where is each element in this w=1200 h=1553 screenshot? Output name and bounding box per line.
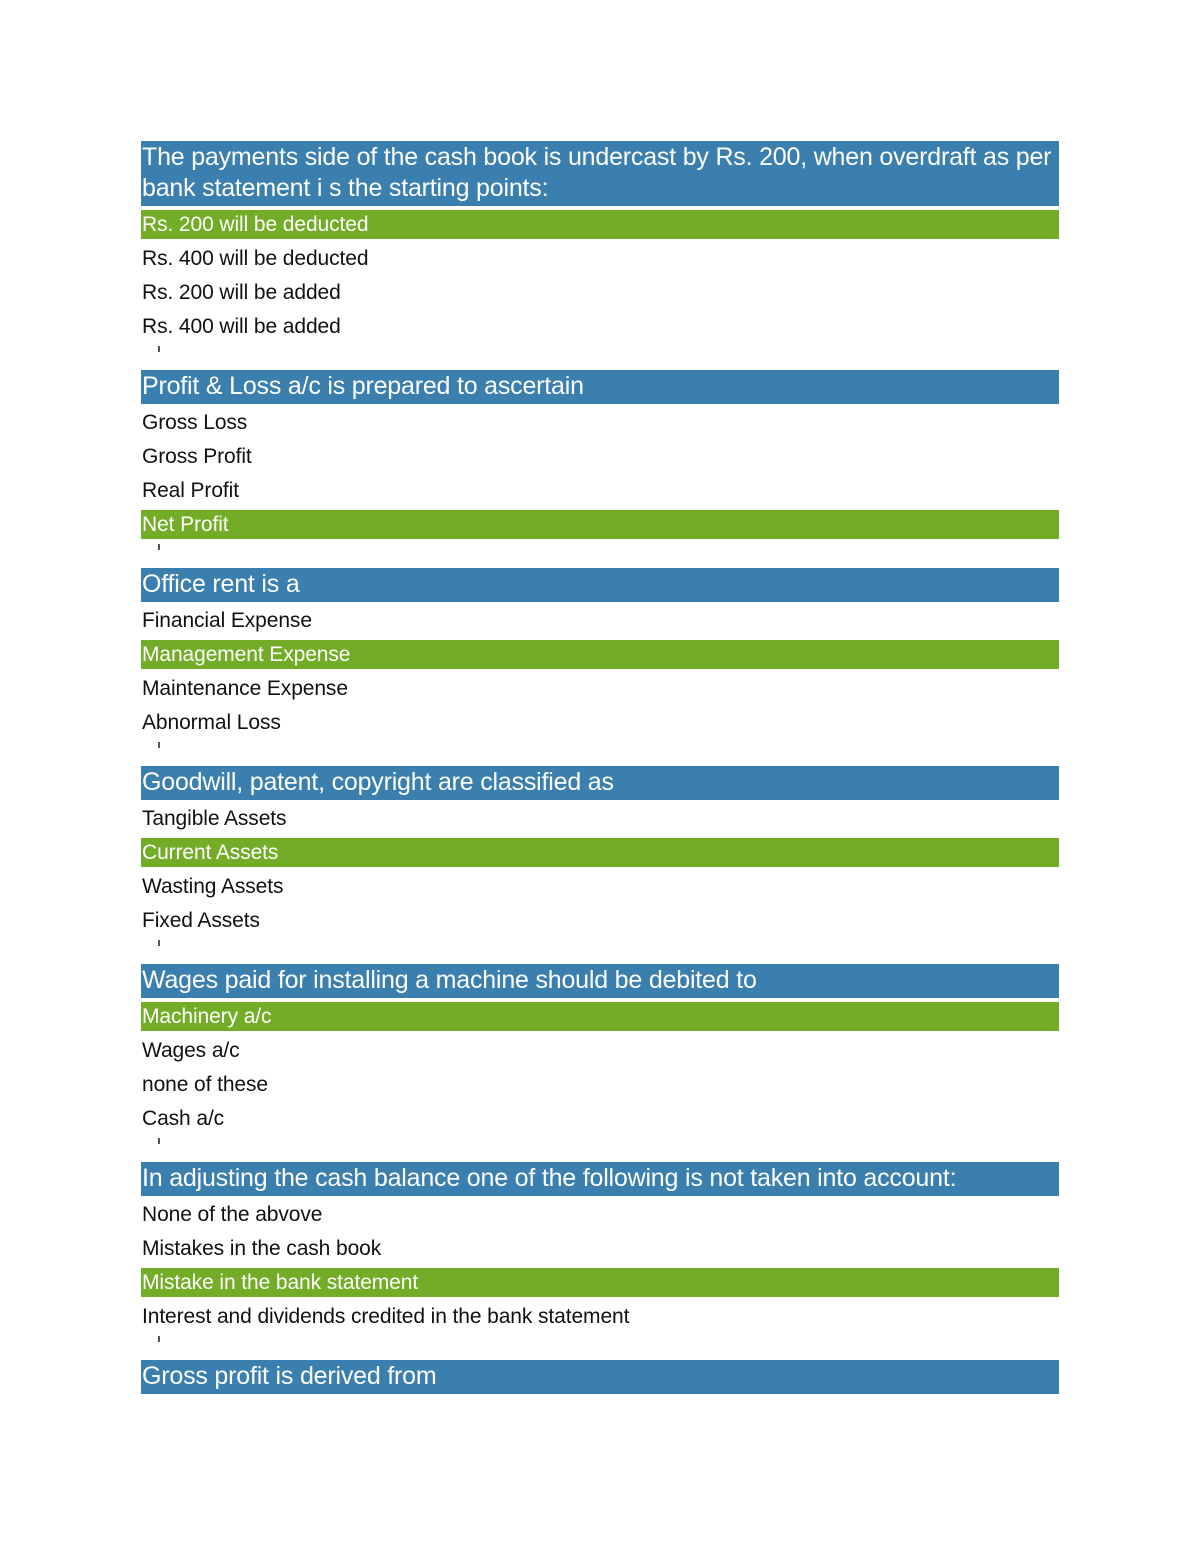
question-text: The payments side of the cash book is undercast by Rs. 200, when overdraft as per bank statement i s the starting points:	[141, 141, 1059, 206]
separator	[141, 1138, 1059, 1158]
option-text: Rs. 400 will be deducted	[142, 247, 369, 270]
separator	[141, 544, 1059, 564]
option-text: Wasting Assets	[142, 875, 284, 898]
option-text: Abnormal Loss	[142, 711, 281, 734]
question-text: Gross profit is derived from	[141, 1360, 1059, 1394]
separator	[141, 346, 1059, 366]
option-text: Wages a/c	[142, 1039, 240, 1062]
question-block-7	[141, 1360, 1059, 1394]
option-text: Tangible Assets	[142, 807, 287, 830]
option-text: Real Profit	[142, 479, 239, 502]
tick-mark	[158, 1336, 160, 1342]
correct-option-text: Management Expense	[141, 640, 1059, 669]
question-block-3	[141, 568, 1059, 762]
correct-option-text: Current Assets	[141, 838, 1059, 867]
question-block-5	[141, 964, 1059, 1158]
option-text: none of these	[142, 1073, 268, 1096]
option-text: Rs. 200 will be added	[142, 281, 341, 304]
option-text: Cash a/c	[142, 1107, 225, 1130]
quiz-page	[141, 141, 1059, 1398]
tick-mark	[158, 1138, 160, 1144]
question-block-1	[141, 141, 1059, 366]
tick-mark	[158, 940, 160, 946]
correct-option-text: Mistake in the bank statement	[141, 1268, 1059, 1297]
option-text: None of the abvove	[142, 1203, 323, 1226]
question-text: In adjusting the cash balance one of the following is not taken into account:	[141, 1162, 1059, 1196]
question-block-6	[141, 1162, 1059, 1356]
correct-option-text: Machinery a/c	[141, 1002, 1059, 1031]
question-block-2	[141, 370, 1059, 564]
option-text: Interest and dividends credited in the bank statement	[142, 1305, 630, 1328]
tick-mark	[158, 544, 160, 550]
option-text: Gross Profit	[142, 445, 252, 468]
option-text: Fixed Assets	[142, 909, 260, 932]
tick-mark	[158, 346, 160, 352]
correct-option-text: Rs. 200 will be deducted	[141, 210, 1059, 239]
separator	[141, 742, 1059, 762]
separator	[141, 1336, 1059, 1356]
option-text: Mistakes in the cash book	[142, 1237, 382, 1260]
question-text: Goodwill, patent, copyright are classified as	[141, 766, 1059, 800]
option-text: Gross Loss	[142, 411, 248, 434]
question-block-4	[141, 766, 1059, 960]
option-text: Financial Expense	[142, 609, 312, 632]
option-text: Rs. 400 will be added	[142, 315, 341, 338]
correct-option-text: Net Profit	[141, 510, 1059, 539]
tick-mark	[158, 742, 160, 748]
option-text: Maintenance Expense	[142, 677, 348, 700]
separator	[141, 940, 1059, 960]
question-text: Profit & Loss a/c is prepared to ascertain	[141, 370, 1059, 404]
question-text: Office rent is a	[141, 568, 1059, 602]
question-text: Wages paid for installing a machine should be debited to	[141, 964, 1059, 998]
